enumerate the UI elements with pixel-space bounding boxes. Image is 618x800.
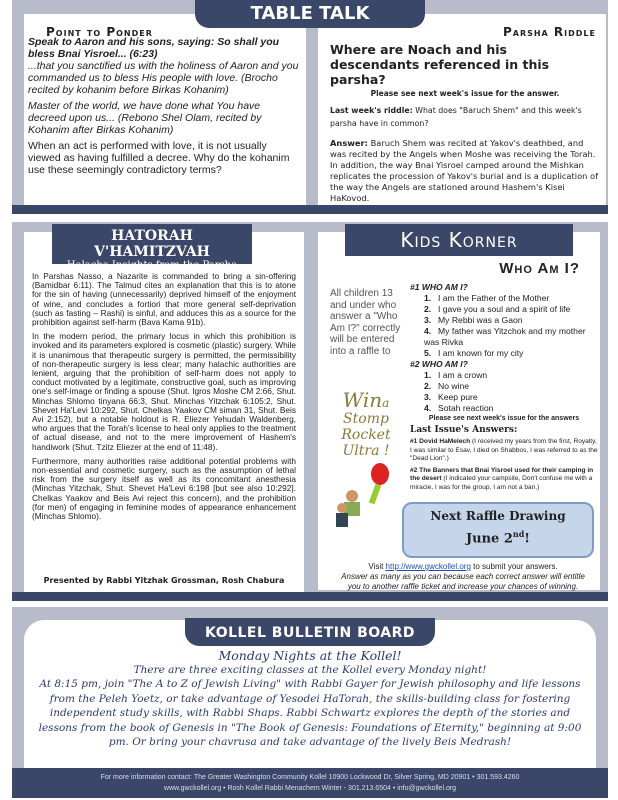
parsha-riddle-panel (318, 14, 606, 205)
prize-stomp: Stomp (343, 411, 389, 427)
hatorah-paragraph-1: In Parshas Nasso, a Nazarite is commanded to bring a sin-offering (Bamidbar 6:11). The Talmud cites an explanation that this is to atone for the sin of having (unnecessarily) deprived himself of the enjoyment of wine, and concludes a fortiori that more general self-deprivation (such as fasting – Rashi) is sinful, and adduces this as a source for the prohibition against self-harm (Bava Kama 91b). (32, 271, 296, 328)
riddle-question: Where are Noach and his descendants referenced in this parsha? (330, 42, 550, 87)
hatorah-paragraph-3: Furthermore, many authorities raise additional potential problems with non-essential and cosmetic surgery, such as the assumption of lethal risk from the surgery itself as well as its concomitant anesthesia (Minchas Yitzchak, Shut. Shevet Ha'Levi 6:198 [but see also 10:292]. Chelkas Yaakov and Beis Avi reject this concern), and the prohibition (for men) of engaging in feminine modes of appearance enhancement (Minchas Shlomo). (32, 455, 296, 522)
a-text: a (382, 396, 390, 410)
bulletin-headline: Monday Nights at the Kollel! (218, 648, 402, 663)
hatorah-header (52, 224, 252, 271)
bulletin-title: KOLLEL BULLETIN BOARD (185, 618, 435, 646)
prize-text (328, 388, 404, 459)
raffle-date: June 2nd! (465, 529, 531, 547)
footer (12, 768, 608, 798)
clue: 1. I am the Father of the Mother (424, 293, 550, 303)
ponder-heading: Point to Ponder (46, 25, 153, 39)
win-text: Win (342, 388, 383, 412)
ponder-question: When an act is performed with love, it is not usually viewed as having fulfilled a decree. Why do the kohanim use these seemingly contradictory terms? (28, 140, 290, 176)
q1-label: #1 WHO AM I? (410, 282, 468, 292)
riddle-heading: Parsha Riddle (502, 25, 596, 39)
last-week-riddle (330, 104, 600, 130)
kids-rocket-image (332, 462, 398, 532)
table-talk-title: TABLE TALK (195, 0, 425, 28)
hatorah-paragraph-2: In the modern period, the primary locus in which this prohibition is invoked and its parameters explored is cosmetic (plastic) surgery. While it is unanimous that therapeutic surgery is permitted, the permissibility of non-therapeutic surgery is less clear; many halachic authorities are lenient, arguing that the prohibition of self-harm does not apply to conduct motivated by a legitimate, constructive goal, such as improving one's self-image or finding a spouse (Shut. Igros Moshe CM 2:66, Shut. Minchas Shlomo tinyana 66:3, Shut. Minchas Yitzchak 6:105:2, Shut. Shevet Ha'Levi 10:292, Shut. Chelkas Yaakov CM siman 31, Shut. Beis Avi 2:152), but a notable holdout is R. Eliezer Yehudah Waldenberg, who argues that the Torah's license to heal only applies to the treatment of actual disease, and not to the mere improvement of Hashem's handiwork (Shut. Tzitz Eliezer at the end of 11:48). (32, 331, 296, 452)
kids-korner-title: Kids Korner (345, 224, 573, 256)
hatorah-panel (24, 232, 304, 592)
raffle-title: Next Raffle Drawing (430, 509, 566, 523)
clue: 1. I am a crown (424, 370, 488, 380)
prize-ultra: Ultra ! (342, 443, 390, 459)
hatorah-byline: Presented by Rabbi Yitzhak Grossman, Rosh Chabura (43, 576, 285, 585)
point-to-ponder-panel (24, 14, 306, 205)
riddle-note: Please see next week's issue for the answer. (370, 89, 560, 98)
ponder-quote-1: ...that you sanctified us with the holiness of Aaron and you commanded us to bless His people with love. (Brocho recited by kohanim before Birkas Kohanim) (28, 60, 299, 96)
prize-rocket: Rocket (341, 427, 391, 443)
answer-label: Answer: (330, 138, 368, 148)
hatorah-subtitle: Halacha Insights from the Parsha (66, 260, 238, 271)
encouragement: Answer as many as you can because each correct answer will entitle you to another raffle ticket and increase your chances of winning. (341, 572, 585, 591)
q2-label: #2 WHO AM I? (410, 359, 468, 369)
q1-clues (410, 293, 598, 359)
clue: 5. I am known for my city (424, 348, 524, 358)
last-week-label: Last week's riddle: (330, 106, 413, 115)
raffle-box (402, 502, 594, 558)
clue: 3. Keep pure (424, 392, 478, 402)
last-week-text: What does "Baruch Shem" and this week's parsha have in common? (330, 106, 582, 128)
ponder-quote-2: Master of the world, we have done what You have decreed upon us... (Rebono Shel Olam, recited by Kohanim after Birkas Kohanim) (28, 100, 262, 136)
who-am-i-heading: Who Am I? (499, 260, 580, 277)
hatorah-title: HATORAH V'HAMITZVAH (94, 228, 210, 260)
footer-web: www.gwckollel.org • Rosh Kollel Rabbi Menachem Winter - 301.213.6504 • info@gwckollel.org (163, 785, 457, 792)
last-answer-2: #2 The Banners that Bnai Yisroel used for their camping in the desert (I indicated your campsite, Don't confuse me with a miracle, I was for the group, I am not a ban.) (410, 466, 594, 491)
bulletin-body: At 8:15 pm, join "The A to Z of Jewish Living" with Rabbi Gayer for Jewish philosophy and life lessons from the Peleh Yoetz, or take advantage of Yesodei HaTorah, the skills-building class for fostering independent study skills, with Rabbi Shaps. Rabbi Schwartz explores the depth of the stories and lessons from the book of Genesis in "The Book of Genesis: Foundations of Eternity," beginning at 9:00 pm. Or bring your chavrusa and take advantage of the lively Beis Medrash! (38, 678, 582, 748)
clue: 4. Sotah reaction (424, 403, 494, 413)
answers-note: Please see next week's issue for the answers (428, 415, 580, 422)
divider (12, 592, 608, 601)
last-answers-heading: Last Issue's Answers: (410, 425, 518, 435)
ponder-verse: Speak to Aaron and his sons, saying: So shall you bless Bnai Yisroel... (6:23) (28, 36, 280, 60)
last-answer-1: #1 Dovid HaMelech (I received my years from the first, Royalty, I was similar to Esav, I died on Shabbos, I was referred to as the "Dead Lion".) (410, 438, 598, 462)
q2-clues (410, 370, 598, 414)
visit-instructions: Visit http://www.gwckollel.org to submit your answers. Answer as many as you can because each correct answer will entitle you to another raffle ticket and increase your chances of winning. (338, 562, 588, 592)
answer-text: Baruch Shem was recited at Yakov's deathbed, and was recited by the Angels when Moshe was receiving the Torah. In addition, the way Bnai Yisroel camped around the Mishkan replicates the procession of Yakov's burial and is a duplication of the way the Angels are stationed around Hashem's Kisei HaKovod. (330, 138, 599, 203)
footer-contact: For more information contact: The Greater Washington Community Kollel 10900 Lockwood Dr, Silver Spring, MD 20901 • 301.593.4260 (100, 774, 520, 781)
who-am-i-content (410, 282, 598, 492)
clue: 2. No wine (424, 381, 470, 391)
clue: 2. I gave you a soul and a spirit of life (424, 304, 571, 314)
clue: 3. My Rebbi was a Gaon (424, 315, 523, 325)
raffle-eligibility: All children 13 and under who answer a "Who Am I?" correctly will be entered into a raffle to (330, 288, 401, 357)
clue: 4. My father was Yitzchok and my mother was Rivka (424, 326, 586, 347)
kids-korner-panel (318, 232, 600, 590)
divider (12, 205, 608, 214)
kollel-website-link[interactable]: http://www.gwckollel.org (385, 562, 471, 571)
bulletin-subline: There are three exciting classes at the Kollel every Monday night! (133, 664, 487, 676)
riddle-answer (330, 138, 600, 204)
